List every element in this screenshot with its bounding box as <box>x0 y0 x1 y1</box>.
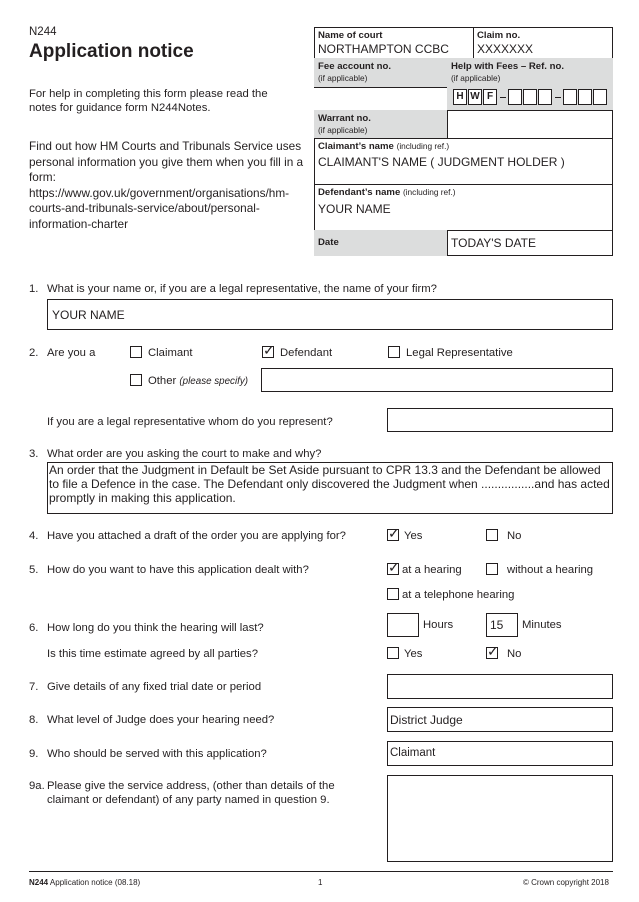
q9a-text-line2: claimant or defendant) of any party named in question 9. <box>47 794 330 806</box>
judge-level-value: District Judge <box>390 713 463 727</box>
checkmark-icon: ✓ <box>388 525 400 541</box>
served-value: Claimant <box>390 747 436 759</box>
defendant-option-label: Defendant <box>280 347 333 359</box>
q9-text: Who should be served with this application? <box>47 748 267 760</box>
q1-name-field[interactable] <box>47 299 613 330</box>
q4-yes-checkbox[interactable] <box>387 525 400 541</box>
judge-level-field[interactable] <box>387 707 613 732</box>
claim-value[interactable]: XXXXXXX <box>477 42 534 56</box>
checkmark-icon: ✓ <box>388 559 400 575</box>
defendant-value[interactable]: YOUR NAME <box>318 202 391 216</box>
q7-number: 7. <box>29 681 39 693</box>
fee-label: Fee account no. <box>318 61 392 72</box>
agreed-yes-checkbox[interactable] <box>387 647 399 659</box>
defendant-checkbox[interactable] <box>262 342 275 358</box>
q4-text: Have you attached a draft of the order you are applying for? <box>47 530 346 542</box>
claimant-label-text: Claimant’s name <box>318 141 394 152</box>
q2-number: 2. <box>29 347 39 359</box>
hwf-sub: (if applicable) <box>451 73 501 83</box>
legal-rep-checkbox[interactable] <box>388 346 400 358</box>
legal-rep-option-label: Legal Representative <box>406 347 513 359</box>
claim-label: Claim no. <box>477 30 521 41</box>
hours-field[interactable] <box>387 613 419 637</box>
agreed-yes-label: Yes <box>404 648 423 660</box>
q1-number: 1. <box>29 283 39 295</box>
q3-number: 3. <box>29 448 39 460</box>
hwf-digit[interactable] <box>578 89 592 105</box>
other-text: Other <box>148 375 177 387</box>
hwf-digit[interactable] <box>563 89 577 105</box>
q5-number: 5. <box>29 564 39 576</box>
minutes-value: 15 <box>490 618 504 632</box>
privacy-text: Find out how HM Courts and Tribunals Service uses personal information you give them when you fill in a form: https://www.gov.uk/government/organisations/hm-courts-and-tribunals-service/about/personal-information-charter <box>29 139 304 231</box>
other-checkbox[interactable] <box>130 374 142 386</box>
footer-page-number: 1 <box>318 878 323 887</box>
claimant-value[interactable]: CLAIMANT'S NAME ( JUDGMENT HOLDER ) <box>318 155 565 169</box>
date-cell <box>447 230 613 256</box>
defendant-sub: (including ref.) <box>402 187 456 197</box>
trial-date-field[interactable] <box>387 674 613 699</box>
claimant-checkbox[interactable] <box>130 346 142 358</box>
without-hearing-checkbox[interactable] <box>486 563 498 575</box>
minutes-field[interactable] <box>486 613 518 637</box>
hwf-digit[interactable] <box>538 89 552 105</box>
date-value[interactable]: TODAY'S DATE <box>451 236 536 250</box>
warrant-sub: (if applicable) <box>318 125 368 135</box>
defendant-cell <box>314 184 613 231</box>
other-specify-field[interactable] <box>261 368 613 392</box>
page-title: Application notice <box>29 41 194 62</box>
agreed-no-checkbox[interactable] <box>486 643 499 659</box>
minutes-label: Minutes <box>522 619 562 631</box>
hwf-letter-h: H <box>453 89 467 105</box>
fee-sub: (if applicable) <box>318 73 368 83</box>
help-text: For help in completing this form please read the notes for guidance form N244Notes. <box>29 88 268 114</box>
without-hearing-label: without a hearing <box>507 564 594 576</box>
warrant-label: Warrant no. <box>318 113 371 124</box>
hwf-letter-w: W <box>468 89 482 105</box>
q8-number: 8. <box>29 714 39 726</box>
hwf-digit[interactable] <box>508 89 522 105</box>
hearing-checkbox[interactable] <box>387 559 400 575</box>
hearing-label: at a hearing <box>402 564 462 576</box>
q7-text: Give details of any fixed trial date or period <box>47 681 262 693</box>
date-label-cell <box>314 230 448 256</box>
q1-name-value: YOUR NAME <box>52 308 125 322</box>
represent-text: If you are a legal representative whom do you represent? <box>47 416 333 428</box>
hwf-digit[interactable] <box>523 89 537 105</box>
fee-cell <box>314 58 448 111</box>
claimant-sub: (including ref.) <box>396 141 450 151</box>
q3-text: What order are you asking the court to make and why? <box>47 448 322 460</box>
hours-label: Hours <box>423 619 454 631</box>
warrant-cell <box>314 110 448 139</box>
defendant-label <box>318 187 456 198</box>
court-value[interactable]: NORTHAMPTON CCBC <box>318 42 449 56</box>
footer-form-code: N244 <box>29 878 49 887</box>
q6-text: How long do you think the hearing will last? <box>47 622 264 634</box>
other-option-label <box>148 375 248 387</box>
telephone-hearing-label: at a telephone hearing <box>402 589 515 601</box>
claim-cell <box>473 27 613 59</box>
q9a-number: 9a. <box>29 780 45 792</box>
q3-order-field[interactable] <box>47 462 613 514</box>
hwf-dash-2 <box>555 97 561 98</box>
footer-form <box>29 878 140 887</box>
claimant-label <box>318 141 449 152</box>
hwf-digit[interactable] <box>593 89 607 105</box>
fee-input[interactable] <box>314 87 447 111</box>
q9-number: 9. <box>29 748 39 760</box>
q3-order-value: An order that the Judgment in Default be Set Aside pursuant to CPR 13.3 and the Defendant be allowed to file a Defence in the case. The Defendant only discovered the Judgment when ................and has acted promptly in making this application. <box>49 463 610 505</box>
court-label: Name of court <box>318 30 383 41</box>
court-cell <box>314 27 474 59</box>
q4-no-checkbox[interactable] <box>486 529 498 541</box>
q6-number: 6. <box>29 622 39 634</box>
agreed-no-label: No <box>507 648 522 660</box>
claimant-cell <box>314 138 613 185</box>
agreed-text: Is this time estimate agreed by all parties? <box>47 648 258 660</box>
q1-text: What is your name or, if you are a legal representative, the name of your firm? <box>47 283 437 295</box>
footer-form-name: Application notice (08.18) <box>49 878 141 887</box>
defendant-label-text: Defendant’s name <box>318 187 401 198</box>
q4-yes-label: Yes <box>404 530 423 542</box>
service-address-field[interactable] <box>387 775 613 862</box>
footer-divider <box>29 871 613 872</box>
represent-field[interactable] <box>387 408 613 432</box>
q5-text: How do you want to have this application dealt with? <box>47 564 309 576</box>
footer-copyright: © Crown copyright 2018 <box>523 878 609 887</box>
q8-text: What level of Judge does your hearing need? <box>47 714 275 726</box>
q2-text: Are you a <box>47 347 96 359</box>
date-label: Date <box>318 237 339 248</box>
hwf-dash-1 <box>500 97 506 98</box>
q4-no-label: No <box>507 530 522 542</box>
form-code: N244 <box>29 26 57 38</box>
warrant-input[interactable] <box>447 110 613 139</box>
claimant-option-label: Claimant <box>148 347 193 359</box>
q4-number: 4. <box>29 530 39 542</box>
served-field[interactable] <box>387 741 613 766</box>
other-specify: (please specify) <box>179 376 249 387</box>
q9a-text-line1: Please give the service address, (other than details of the <box>47 780 335 792</box>
checkmark-icon: ✓ <box>263 342 275 358</box>
hwf-letter-f: F <box>483 89 497 105</box>
telephone-hearing-checkbox[interactable] <box>387 588 399 600</box>
checkmark-icon: ✓ <box>487 643 499 659</box>
hwf-label: Help with Fees – Ref. no. <box>451 61 565 72</box>
